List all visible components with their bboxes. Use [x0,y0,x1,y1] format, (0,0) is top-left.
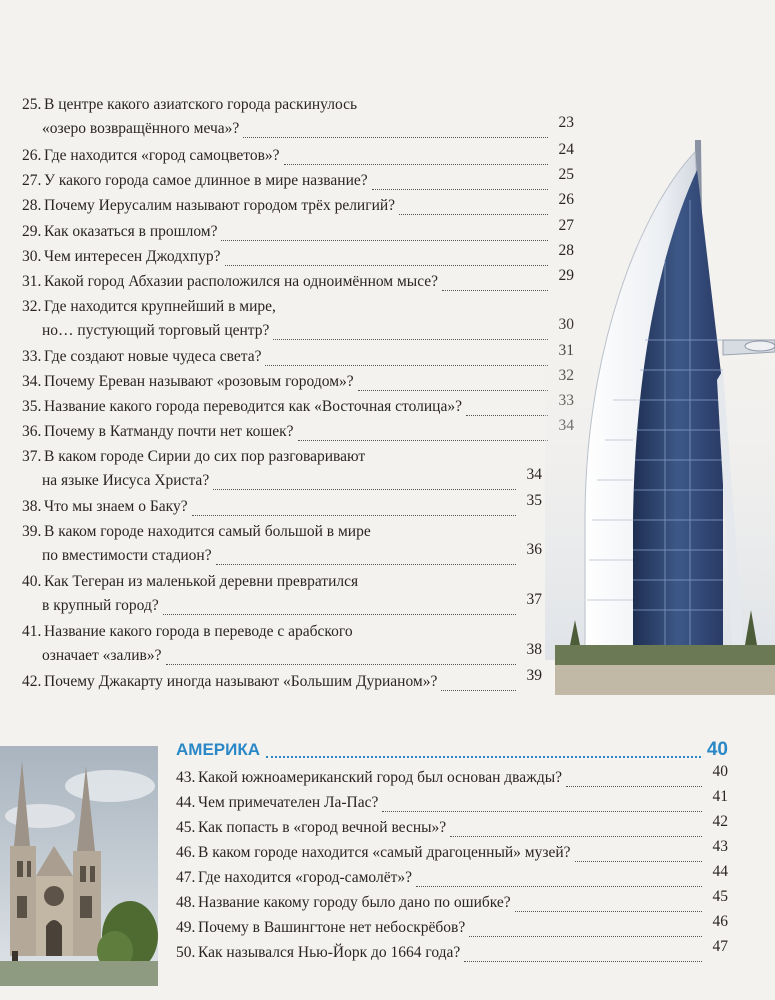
dot-leader [399,213,548,215]
toc-entry-34[interactable] [22,372,574,396]
entry-number: 33. [22,348,42,365]
dot-leader [441,689,516,691]
entry-title-continued: в крупный город? [42,597,159,614]
dot-leader [221,239,548,241]
entry-page: 44 [712,863,728,880]
entry-page: 27 [558,217,574,234]
entry-page: 42 [712,813,728,830]
entry-title: Название какому городу было дано по ошибке? [198,894,511,911]
entry-title: Чем интересен Джодхпур? [44,248,221,265]
entry-number: 31. [22,273,42,290]
entry-page: 39 [526,667,542,684]
toc-entry-41[interactable] [22,622,542,670]
toc-entry-40[interactable] [22,572,542,620]
toc-entry-28[interactable] [22,191,574,220]
entry-page: 23 [558,114,574,131]
tower-illustration [545,140,775,695]
toc-entry-31[interactable] [22,267,574,296]
entry-page: 28 [558,242,574,259]
entry-title-continued: означает «залив»? [42,647,162,664]
entry-number: 37. [22,448,42,465]
dot-leader [273,338,548,340]
dot-leader [163,613,516,615]
entry-page: 37 [526,591,542,608]
entry-number: 36. [22,423,42,440]
entry-title: Почему Иерусалим называют городом трёх религий? [44,197,396,214]
entry-number: 41. [22,623,42,640]
entry-number: 27. [22,172,42,189]
entry-number: 45. [176,819,196,836]
dot-leader [469,935,702,937]
entry-title: Где находится «город-самолёт»? [198,869,412,886]
entry-number: 32. [22,298,42,315]
entry-title: Где находится крупнейший в мире, [44,298,276,315]
dot-leader [464,960,702,962]
entry-number: 39. [22,523,42,540]
entry-number: 25. [22,96,42,113]
entry-title: Название какого города переводится как «Восточная столица»? [44,398,462,415]
entry-page: 46 [712,913,728,930]
entry-page: 26 [558,191,574,208]
toc-entry-38[interactable] [22,492,542,521]
entry-number: 40. [22,573,42,590]
entry-page: 47 [712,938,728,955]
entry-number: 49. [176,919,196,936]
entry-title: Где создают новые чудеса света? [44,348,262,365]
dot-leader [466,414,548,416]
toc-entry-46[interactable] [176,838,728,867]
dot-leader [575,860,702,862]
entry-page: 43 [712,838,728,855]
toc-entry-44[interactable] [176,788,728,817]
entry-page: 34 [526,466,542,483]
toc-entry-29[interactable] [22,217,574,246]
entry-title: Как оказаться в прошлом? [44,223,218,240]
toc-entry-50[interactable] [176,938,728,967]
dot-leader [298,439,548,441]
toc-entry-35[interactable] [22,397,574,421]
toc-entry-32[interactable] [22,297,574,345]
toc-entry-30[interactable] [22,242,574,271]
entry-number: 50. [176,944,196,961]
entry-title-continued: но… пустующий торговый центр? [42,322,270,339]
toc-entry-42[interactable] [22,667,542,696]
entry-title-continued: по вместимости стадион? [42,547,212,564]
entry-number: 30. [22,248,42,265]
entry-number: 38. [22,498,42,515]
toc-entry-43[interactable] [176,763,728,792]
dot-leader [192,514,516,516]
entry-number: 44. [176,794,196,811]
cathedral-illustration [0,746,158,986]
dot-leader [442,289,548,291]
dot-leader [243,136,548,138]
entry-page: 45 [712,888,728,905]
entry-page: 41 [712,788,728,805]
entry-page: 36 [526,541,542,558]
section-dot-leader [266,755,701,758]
toc-entry-36[interactable] [22,422,574,446]
dot-leader [382,810,702,812]
entry-title: Как Тегеран из маленькой деревни превратился [44,573,359,590]
entry-page: 24 [558,141,574,158]
entry-number: 48. [176,894,196,911]
entry-number: 26. [22,147,42,164]
entry-number: 42. [22,673,42,690]
toc-entry-33[interactable] [22,347,574,371]
entry-title: В каком городе Сирии до сих пор разговаривают [44,448,366,465]
entry-title: Название какого города в переводе с арабского [44,623,353,640]
toc-entry-49[interactable] [176,913,728,942]
toc-entry-37[interactable] [22,447,542,495]
entry-title: Чем примечателен Ла-Пас? [198,794,379,811]
entry-title: Где находится «город самоцветов»? [44,147,280,164]
entry-page: 38 [526,641,542,658]
section-header-america[interactable] [176,739,728,763]
entry-page: 25 [558,166,574,183]
dot-leader [416,885,702,887]
entry-number: 29. [22,223,42,240]
section-title: АМЕРИКА [176,740,260,759]
toc-entry-48[interactable] [176,888,728,917]
entry-title: Как попасть в «город вечной весны»? [198,819,447,836]
entry-number: 34. [22,373,42,390]
dot-leader [265,364,548,366]
dot-leader [284,163,548,165]
dot-leader [358,389,548,391]
entry-title: Почему в Катманду почти нет кошек? [44,423,294,440]
entry-title: Почему Ереван называют «розовым городом»? [44,373,354,390]
entry-number: 43. [176,769,196,786]
dot-leader [515,910,702,912]
entry-title: Как назывался Нью-Йорк до 1664 года? [198,944,461,961]
entry-page: 40 [712,763,728,780]
entry-title-continued: на языке Иисуса Христа? [42,472,210,489]
dot-leader [450,835,702,837]
entry-title: Какой южноамериканский город был основан дважды? [198,769,563,786]
dot-leader [566,785,702,787]
entry-title: В каком городе находится «самый драгоценный» музей? [198,844,571,861]
entry-number: 47. [176,869,196,886]
toc-entry-26[interactable] [22,141,574,170]
entry-page: 35 [526,492,542,509]
section-page: 40 [706,739,728,760]
entry-title: Что мы знаем о Баку? [44,498,188,515]
entry-title: В каком городе находится самый большой в мире [44,523,371,540]
toc-entry-27[interactable] [22,166,574,195]
entry-title: В центре какого азиатского города раскинулось [44,96,358,113]
toc-entry-25[interactable] [22,95,574,143]
entry-title: Какой город Абхазии расположился на одноимённом мысе? [44,273,439,290]
entry-title-continued: «озеро возвращённого меча»? [42,120,240,137]
toc-entry-45[interactable] [176,813,728,842]
entry-page: 29 [558,267,574,284]
entry-title: Почему в Вашингтоне нет небоскрёбов? [198,919,466,936]
dot-leader [372,188,548,190]
dot-leader [213,488,516,490]
dot-leader [166,663,517,665]
toc-entry-39[interactable] [22,522,542,570]
dot-leader [216,563,516,565]
entry-number: 28. [22,197,42,214]
entry-title: У какого города самое длинное в мире название? [44,172,368,189]
entry-number: 46. [176,844,196,861]
entry-title: Почему Джакарту иногда называют «Большим Дурианом»? [44,673,438,690]
entry-number: 35. [22,398,42,415]
toc-entry-47[interactable] [176,863,728,892]
dot-leader [225,264,548,266]
